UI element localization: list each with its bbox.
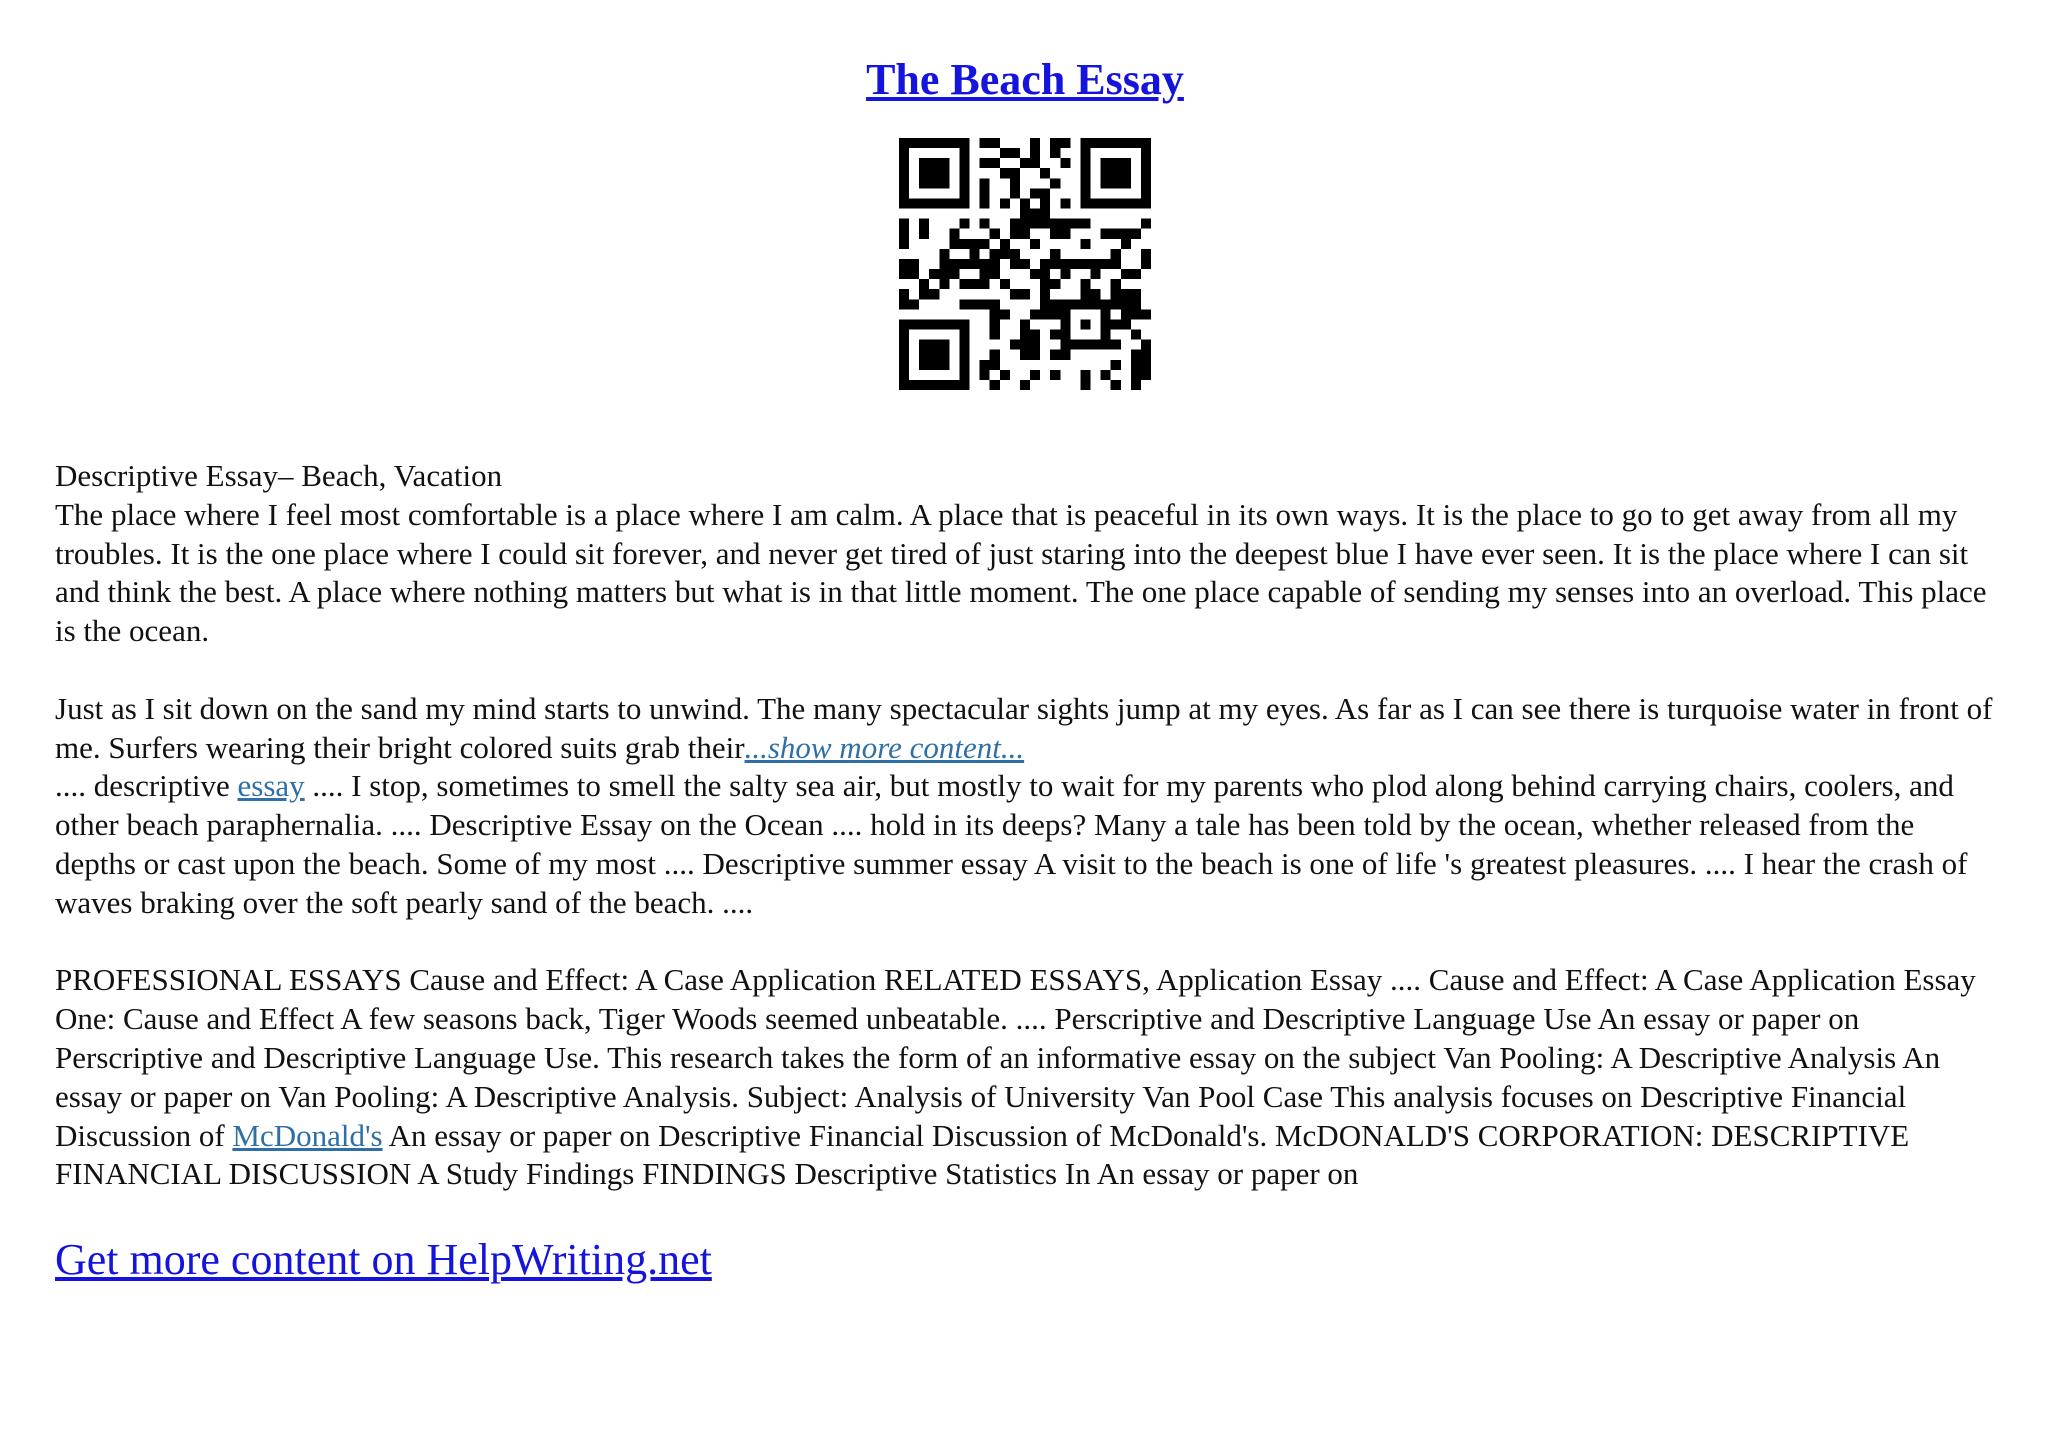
paragraph-2-text: Just as I sit down on the sand my mind starts to unwind. The many spectacular sights jump at my eyes. As far as I can see there is turquoise water in front of me. Surfers wearing their bright colored suits grab their (55, 690, 1993, 765)
excerpt-text-end: .... I stop, sometimes to smell the salty sea air, but mostly to wait for my parents who plod along behind carrying chairs, coolers, and other beach paraphernalia. .... Descriptive Essay on the Ocean .... hold in its deeps? Many a tale has been told by the ocean, whether released from the depths or cast upon the beach. Some of my most .... Descriptive summer essay A visit to the beach is one of life 's greatest pleasures. .... I hear the crash of waves braking over the soft pearly sand of the beach. .... (55, 768, 1968, 920)
qr-code (55, 138, 1995, 393)
mcdonalds-link[interactable]: McDonald's (232, 1117, 383, 1153)
related-text-end: An essay or paper on Descriptive Financial Discussion of McDonald's. McDONALD'S CORPORATION: DESCRIPTIVE FINANCIAL DISCUSSION A Study Findings FINDINGS Descriptive Statistics In An essay or paper on (55, 1117, 1910, 1192)
essay-link[interactable]: essay (237, 768, 305, 804)
get-more-content-link[interactable]: Get more content on HelpWriting.net (55, 1235, 712, 1285)
show-more-link[interactable]: ...show more content... (744, 729, 1025, 765)
title-link[interactable]: The Beach Essay (866, 55, 1184, 104)
related-text-start: PROFESSIONAL ESSAYS Cause and Effect: A Case Application RELATED ESSAYS, Application Essay .... Cause and Effect: A Case Application Essay One: Cause and Effect A few seasons back, Tiger Woods seemed unbeatable. .... Perscriptive and Descriptive Language Use An essay or paper on Perscriptive and Descriptive Language Use. This research takes the form of an informative essay on the subject Van Pooling: A Descriptive Analysis An essay or paper on Van Pooling: A Descriptive Analysis. Subject: Analysis of University Van Pool Case This analysis focuses on Descriptive Financial Discussion of (55, 962, 1976, 1153)
qr-code-icon (899, 138, 1151, 390)
document-page (55, 0, 1995, 1288)
excerpt-paragraph (55, 767, 1995, 922)
related-essays-paragraph (55, 961, 1995, 1194)
excerpt-text-start: .... descriptive (55, 768, 238, 804)
footer (55, 1232, 1995, 1288)
essay-body (55, 457, 1995, 1194)
essay-paragraph-2 (55, 690, 1995, 768)
essay-heading-line: Descriptive Essay– Beach, Vacation (55, 458, 503, 493)
page-title (55, 52, 1995, 108)
essay-paragraph-1: The place where I feel most comfortable is a place where I am calm. A place that is peaceful in its own ways. It is the place to go to get away from all my troubles. It is the one place where I could sit forever, and never get tired of just staring into the deepest blue I have ever seen. It is the place where I can sit and think the best. A place where nothing matters but what is in that little moment. The one place capable of sending my senses into an overload. This place is the ocean. (55, 496, 1987, 649)
